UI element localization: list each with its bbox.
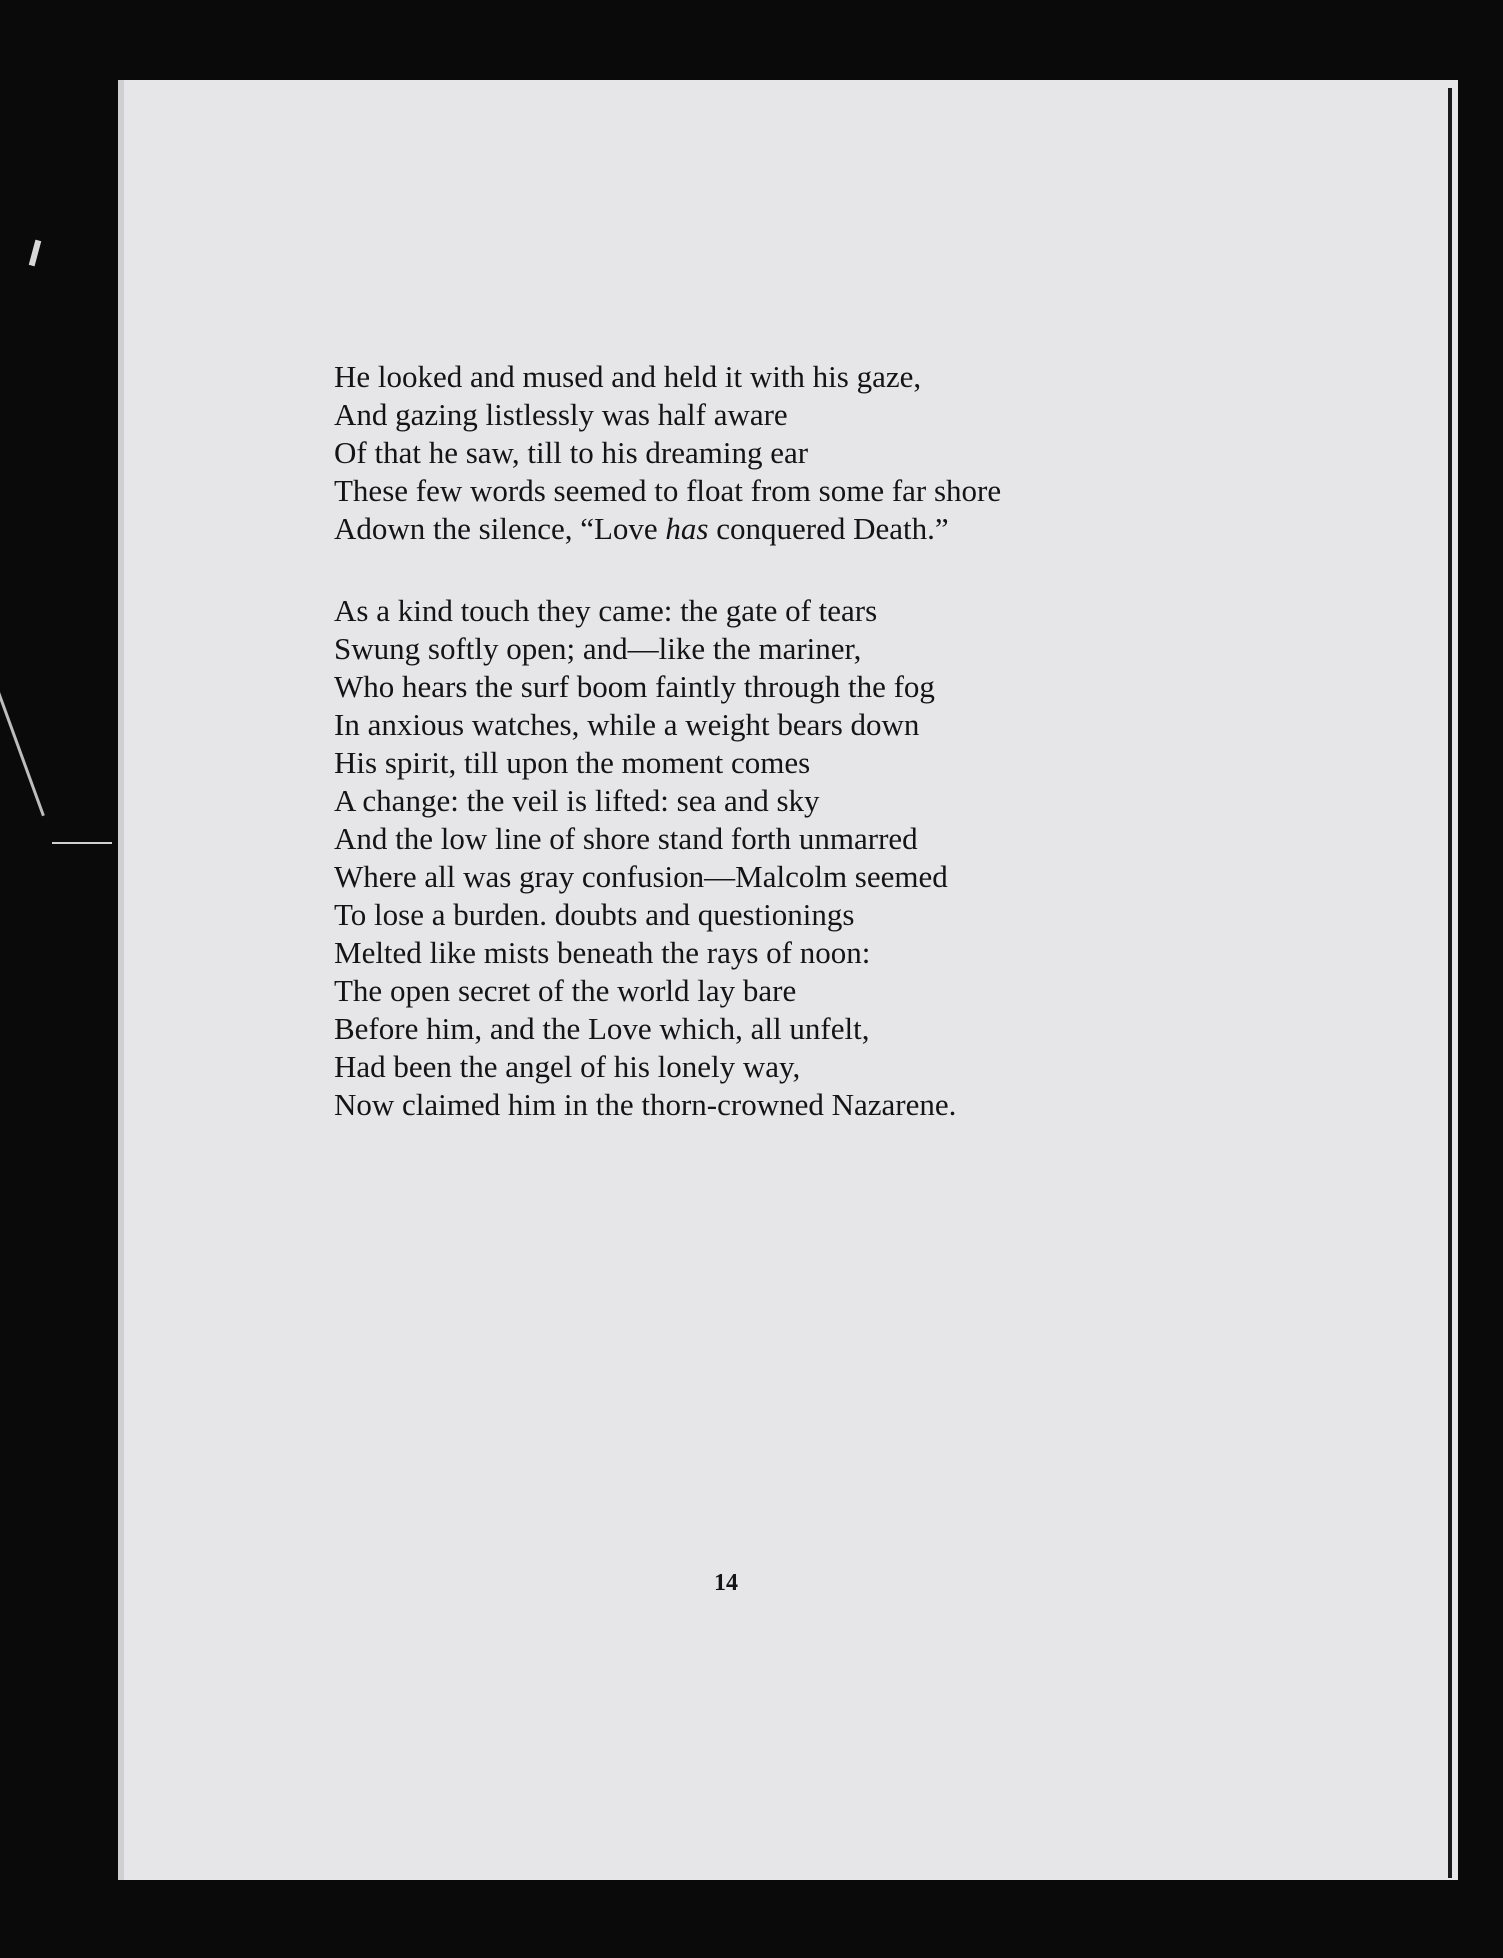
poem-line: In anxious watches, while a weight bears down — [334, 707, 920, 742]
book-page — [118, 80, 1458, 1880]
italic-emphasis: has — [665, 511, 709, 546]
poem-line: He looked and mused and held it with his gaze, — [334, 359, 922, 394]
poem-line: And the low line of shore stand forth unmarred — [334, 821, 918, 856]
poem-line: Now claimed him in the thorn-crowned Nazarene. — [334, 1087, 957, 1122]
poem-line: Who hears the surf boom faintly through the fog — [334, 669, 935, 704]
poem-line: His spirit, till upon the moment comes — [334, 745, 811, 780]
poem-line: These few words seemed to float from some far shore — [334, 473, 1002, 508]
poem-line: Where all was gray confusion—Malcolm seemed — [334, 859, 948, 894]
poem-line: Had been the angel of his lonely way, — [334, 1049, 801, 1084]
poem-line-end: conquered Death.” — [708, 511, 949, 546]
poem-line: As a kind touch they came: the gate of tears — [334, 593, 878, 628]
poem-line: The open secret of the world lay bare — [334, 973, 797, 1008]
poem-stanza-2 — [334, 592, 956, 1124]
scan-artifact-left-curve — [0, 684, 45, 817]
scan-artifact-left-line — [52, 842, 112, 844]
poem-line: And gazing listlessly was half aware — [334, 397, 788, 432]
poem-line: Melted like mists beneath the rays of noon: — [334, 935, 871, 970]
poem-line-start: Adown the silence, “Love — [334, 511, 666, 546]
poem-line: Before him, and the Love which, all unfelt, — [334, 1011, 870, 1046]
poem-line: Of that he saw, till to his dreaming ear — [334, 435, 809, 470]
poem-line: To lose a burden. doubts and questionings — [334, 897, 855, 932]
page-gutter-edge — [1448, 88, 1452, 1878]
poem-line: A change: the veil is lifted: sea and sky — [334, 783, 820, 818]
page-number: 14 — [714, 1570, 738, 1596]
poem-stanza-1 — [334, 358, 1001, 548]
poem-line: Swung softly open; and—like the mariner, — [334, 631, 862, 666]
scan-artifact-left — [29, 240, 42, 267]
poem-line — [334, 510, 1001, 548]
